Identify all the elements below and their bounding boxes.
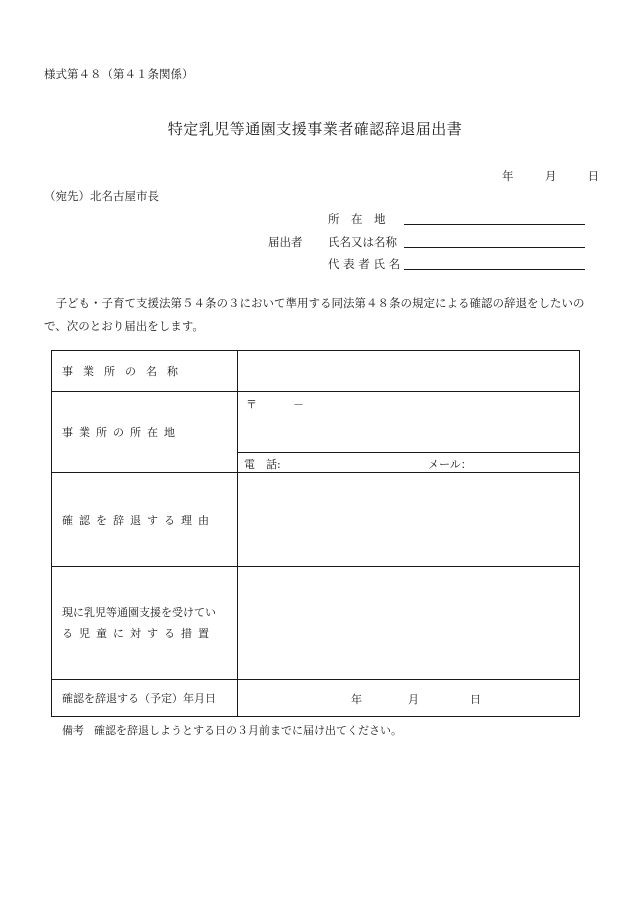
form-number: 様式第４８（第４１条関係）: [44, 67, 194, 81]
withdraw-month-label: 月: [408, 693, 419, 706]
withdraw-date-label: 確認を辞退する（予定）年月日: [52, 680, 238, 717]
table-row-reason: [52, 473, 580, 567]
body-text-content: 子ども・子育て支援法第５４条の３において準用する同法第４８条の規定による確認の辞退をしたいので、次のとおり届出をします。: [44, 296, 585, 333]
measures-label-line-2: る児童に対する措置: [62, 627, 215, 640]
withdraw-date-field[interactable]: [238, 680, 580, 717]
applicant-address-field[interactable]: [404, 212, 585, 225]
remark-text: 確認を辞退しようとする日の３月前までに届け出てください。: [94, 724, 402, 737]
date-day-label: 日: [587, 169, 600, 183]
phone-label: 電 話:: [244, 458, 281, 471]
remark-head: 備考: [62, 724, 84, 737]
submission-date: [502, 168, 599, 184]
facility-address-label: 事業所の所在地: [52, 392, 238, 473]
postal-mark: 〒: [246, 398, 257, 411]
reason-field[interactable]: [238, 473, 580, 567]
addressee: （宛先）北名古屋市長: [44, 189, 159, 203]
facility-name-label: 事業所の名称: [52, 351, 238, 392]
measures-field[interactable]: [238, 567, 580, 680]
table-row-facility-address: [52, 392, 580, 453]
applicant-address-label: 所 在 地: [328, 212, 386, 226]
measures-label: [52, 567, 238, 680]
date-month-label: 月: [544, 169, 557, 183]
withdraw-year-label: 年: [351, 693, 362, 706]
contact-field[interactable]: [238, 453, 580, 473]
reason-label: 確認を辞退する理由: [52, 473, 238, 567]
table-row-measures: [52, 567, 580, 680]
table-row-facility-name: [52, 351, 580, 392]
applicant-representative-field[interactable]: [404, 257, 585, 270]
applicant-representative-label: 代 表 者 氏 名: [328, 257, 401, 271]
notification-table: [51, 350, 580, 717]
applicant-name-label: 氏名又は名称: [328, 235, 397, 249]
facility-name-field[interactable]: [238, 351, 580, 392]
body-text: [44, 292, 589, 338]
measures-label-line-1: 現に乳児等通園支援を受けてい: [62, 606, 216, 619]
table-row-withdraw-date: [52, 680, 580, 717]
remark: [62, 722, 402, 738]
mail-label: メール：: [428, 458, 472, 471]
postal-dash: －: [293, 398, 304, 411]
document-title: 特定乳児等通園支援事業者確認辞退届出書: [167, 120, 463, 138]
facility-address-field[interactable]: [238, 392, 580, 453]
applicant-name-field[interactable]: [404, 235, 585, 248]
withdraw-day-label: 日: [470, 693, 481, 706]
applicant-group-label: 届出者: [268, 235, 303, 249]
date-year-label: 年: [502, 169, 514, 183]
